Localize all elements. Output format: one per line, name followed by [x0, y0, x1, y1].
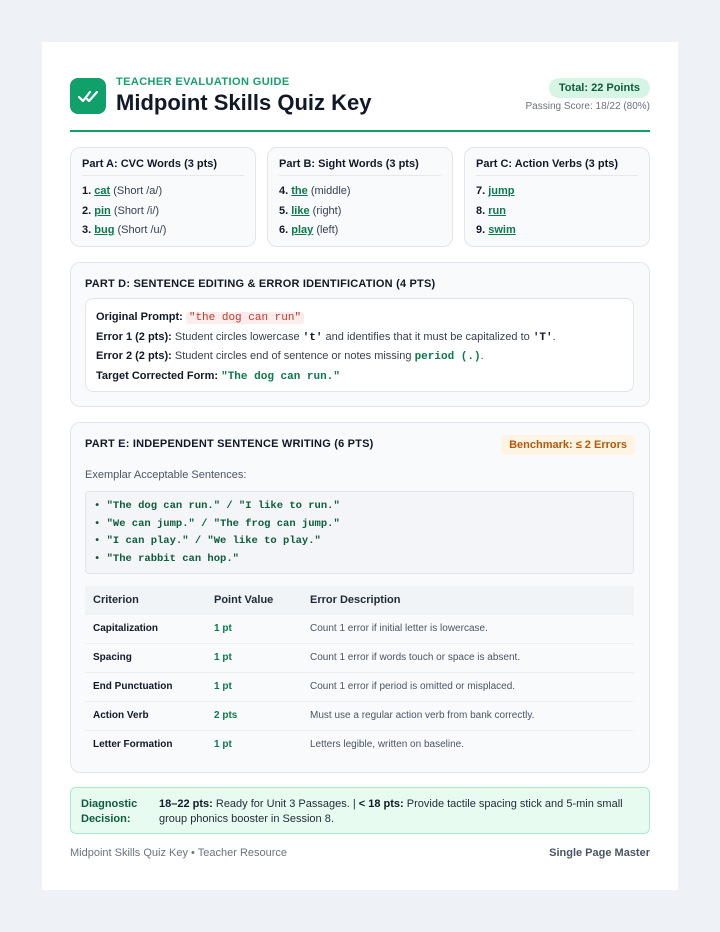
column-header: Error Description — [302, 586, 634, 614]
diagnostic-text: 18–22 pts: Ready for Unit 3 Passages. | < 18 pts: Provide tactile spacing stick and 5-min small group phonics booster in Session 8. — [159, 798, 623, 825]
exemplar-label: Exemplar Acceptable Sentences: — [85, 469, 247, 481]
list-item: 2. pin (Short /i/) — [82, 204, 160, 217]
list-item: 1. cat (Short /a/) — [82, 185, 163, 197]
target-form-line: Target Corrected Form: "The dog can run." — [96, 369, 340, 383]
column-header: Criterion — [85, 586, 206, 614]
list-item: • "I can play." / "We like to play." — [94, 535, 321, 547]
error-2-line: Error 2 (2 pts): Student circles end of sentence or notes missing period (.). — [96, 350, 484, 363]
list-item: 5. like (right) — [279, 204, 342, 217]
list-item: • "We can jump." / "The frog can jump." — [94, 517, 340, 530]
table-row: Letter Formation 1 pt Letters legible, written on baseline. — [85, 730, 634, 759]
part-e-heading: PART E: INDEPENDENT SENTENCE WRITING (6 PTS) — [85, 438, 374, 450]
footer-left: Midpoint Skills Quiz Key • Teacher Resource — [70, 847, 288, 859]
answer-word: run — [488, 204, 506, 217]
list-item: 7. jump — [476, 185, 515, 197]
quiz-key-page — [42, 42, 678, 890]
answer-word: the — [291, 185, 308, 197]
part-c-card — [464, 147, 650, 247]
table-header-row — [85, 586, 634, 614]
part-e-card — [70, 422, 650, 773]
table-row: Spacing 1 pt Count 1 error if words touch or space is absent. — [85, 643, 634, 672]
list-item: • "The rabbit can hop." — [94, 552, 239, 565]
part-d-card — [70, 262, 650, 407]
column-header: Point Value — [206, 586, 302, 614]
answer-word: like — [291, 204, 310, 217]
benchmark-badge: Benchmark: ≤ 2 Errors — [501, 435, 635, 455]
original-prompt-line: Original Prompt: "the dog can run" — [96, 308, 623, 328]
part-b-heading: Part B: Sight Words (3 pts) — [279, 158, 441, 176]
original-prompt-code: "the dog can run" — [186, 312, 304, 324]
page-header — [70, 76, 650, 132]
error-1-line: Error 1 (2 pts): Student circles lowercase 't' and identifies that it must be capitalized to 'T'. — [96, 330, 556, 344]
passing-score: Passing Score: 18/22 (80%) — [525, 101, 650, 112]
list-item: 3. bug (Short /u/) — [82, 224, 167, 236]
rubric-table — [85, 586, 634, 759]
answer-word: swim — [488, 224, 516, 236]
list-item: • "The dog can run." / "I like to run." — [94, 500, 340, 512]
list-item: 4. the (middle) — [279, 185, 351, 197]
list-item: 8. run — [476, 204, 506, 217]
table-row: Capitalization 1 pt Count 1 error if initial letter is lowercase. — [85, 614, 634, 643]
double-check-icon — [70, 78, 106, 114]
exemplar-box — [85, 491, 634, 574]
part-a-heading: Part A: CVC Words (3 pts) — [82, 158, 244, 176]
diagnostic-label: Diagnostic Decision: — [81, 798, 138, 825]
page-title: Midpoint Skills Quiz Key — [116, 90, 372, 115]
part-d-detail-box — [85, 298, 634, 392]
footer-right: Single Page Master — [549, 847, 650, 859]
answer-word: bug — [94, 224, 115, 236]
list-item: 9. swim — [476, 224, 516, 236]
part-d-heading: PART D: SENTENCE EDITING & ERROR IDENTIFICATION (4 PTS) — [85, 278, 436, 290]
list-item: 6. play (left) — [279, 224, 339, 236]
answer-word: pin — [94, 204, 111, 217]
answer-word: cat — [94, 185, 111, 197]
answer-word: jump — [488, 185, 515, 197]
part-c-heading: Part C: Action Verbs (3 pts) — [476, 158, 638, 176]
part-a-card — [70, 147, 256, 247]
table-row: Action Verb 2 pts Must use a regular action verb from bank correctly. — [85, 701, 634, 730]
answer-word: play — [291, 224, 314, 236]
table-row: End Punctuation 1 pt Count 1 error if period is omitted or misplaced. — [85, 672, 634, 701]
diagnostic-decision-box — [70, 787, 650, 834]
guide-eyebrow: TEACHER EVALUATION GUIDE — [116, 76, 290, 88]
total-points-badge: Total: 22 Points — [549, 78, 650, 98]
header-divider — [70, 130, 650, 132]
part-b-card — [267, 147, 453, 247]
